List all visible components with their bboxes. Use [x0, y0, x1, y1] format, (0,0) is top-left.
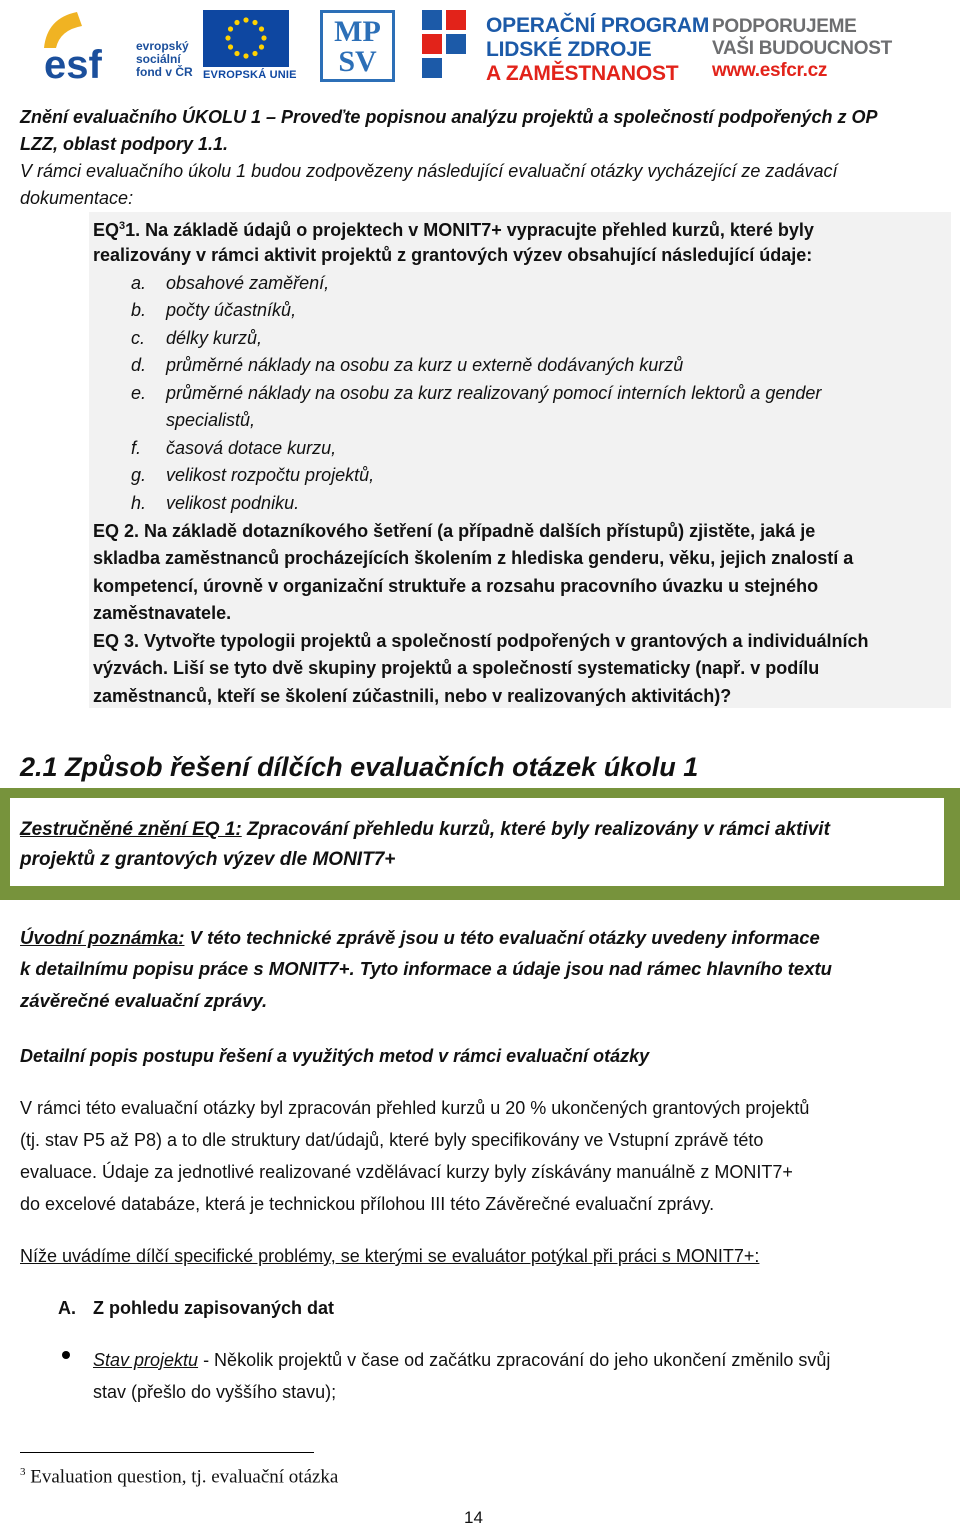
summary-label: Zestručněné znění EQ 1:	[20, 819, 242, 840]
list-item: c. délky kurzů,	[131, 328, 263, 348]
bullet-term: Stav projektu	[93, 1350, 199, 1370]
bullet-line2: stav (přešlo do vyššího stavu);	[93, 1382, 337, 1402]
summary-box	[0, 788, 960, 900]
intro-note-label: Úvodní poznámka:	[20, 927, 185, 948]
footnote-divider	[20, 1452, 314, 1453]
subsection-label: A.	[58, 1298, 76, 1318]
eq1-line1: $EQ^31$. Na základě údajů o projektech v MONIT7+ vypracujte přehled kurzů, které byly	[93, 220, 814, 240]
method-para-line2: (tj. stav P5 až P8) a to dle struktury dat/údajů, které byly specifikovány ve Vstupní zprávě této	[20, 1130, 764, 1150]
task-intro-line2: dokumentace:	[20, 188, 134, 208]
task-title-line2: LZZ, oblast podpory 1.1.	[20, 134, 229, 154]
eq2-line4: zaměstnavatele.	[93, 603, 232, 623]
list-item: d. průměrné náklady na osobu za kurz u externě dodávaných kurzů	[131, 355, 684, 375]
eq3-line2: výzvách. Liší se tyto dvě skupiny projektů a společností systematicky (např. v podílu	[93, 658, 820, 678]
op-program-text: OPERAČNÍ PROGRAM LIDSKÉ ZDROJE A ZAMĚSTNANOST	[486, 14, 710, 85]
eu-flag-icon	[203, 10, 289, 67]
esf-logo	[42, 8, 127, 82]
list-item: b. počty účastníků,	[131, 300, 297, 320]
list-item: h. velikost podniku.	[131, 493, 300, 513]
task-title-line1: Znění evaluačního ÚKOLU 1 – Proveďte popisnou analýzu projektů a společností podpořených z OP	[20, 107, 878, 127]
list-item: a. obsahové zaměření,	[131, 273, 330, 293]
list-item-continuation: specialistů,	[166, 410, 256, 430]
support-url: www.esfcr.cz	[712, 60, 828, 81]
list-item: e. průměrné náklady na osobu za kurz realizovaný pomocí interních lektorů a gender	[131, 383, 822, 403]
list-item: f. časová dotace kurzu,	[131, 438, 337, 458]
support-text: PODPORUJEME VAŠI BUDOUCNOST www.esfcr.cz	[712, 16, 892, 81]
eq2-line1: EQ 2. Na základě dotazníkového šetření (a případně dalších přístupů) zjistěte, jaká je	[93, 521, 816, 541]
eu-text: EVROPSKÁ UNIE	[203, 69, 297, 81]
eq1-line2: realizovány v rámci aktivit projektů z grantových výzev obsahující následující údaje:	[93, 245, 813, 265]
section-heading: 2.1 Způsob řešení dílčích evaluačních otázek úkolu 1	[20, 752, 699, 782]
eq3-line3: zaměstnanců, kteří se školení zúčastnili, nebo v realizovaných aktivitách)?	[93, 686, 732, 706]
op-mark-icon	[422, 10, 472, 82]
method-para-line1: V rámci této evaluační otázky byl zpracován přehled kurzů u 20 % ukončených grantových projektů	[20, 1098, 810, 1118]
eq2-line3: kompetencí, úrovně v organizační struktuře a rozsahu pracovního úvazku u stejného	[93, 576, 819, 596]
method-para-line3: evaluace. Údaje za jednotlivé realizované vzdělávací kurzy byly získávány manuálně z MONIT7+	[20, 1162, 793, 1182]
summary-line2: projektů z grantových výzev dle MONIT7+	[20, 849, 396, 870]
page-number: 14	[464, 1508, 483, 1527]
eq3-line1: EQ 3. Vytvořte typologii projektů a společností podpořených v grantových a individuálních	[93, 631, 869, 651]
svg-text:esf: esf	[44, 43, 102, 82]
header-logos	[0, 0, 960, 95]
esf-text: evropský sociální fond v ČR	[136, 39, 193, 79]
summary-line1: Zestručněné znění EQ 1: Zpracování přehledu kurzů, které byly realizovány v rámci aktivit	[20, 819, 830, 840]
method-para-line4: do excelové databáze, která je technickou přílohou III této Závěrečné evaluační zprávy.	[20, 1194, 715, 1214]
intro-note-line3: závěrečné evaluační zprávy.	[20, 990, 268, 1011]
eq2-line2: skladba zaměstnanců procházejících školením z hlediska genderu, věku, jejich znalostí a	[93, 548, 854, 568]
task-intro-line1: V rámci evaluačního úkolu 1 budou zodpovězeny následující evaluační otázky vycházející ze zadávací	[20, 161, 838, 181]
method-heading: Detailní popis postupu řešení a využitých metod v rámci evaluační otázky	[20, 1046, 650, 1066]
bullet-icon	[62, 1351, 70, 1359]
problems-heading: Níže uvádíme dílčí specifické problémy, se kterými se evaluátor potýkal při práci s MONIT7+:	[20, 1246, 760, 1266]
intro-note-line2: k detailnímu popisu práce s MONIT7+. Tyto informace a údaje jsou nad rámec hlavního textu	[20, 958, 832, 979]
bullet-line1: Stav projektu - Několik projektů v čase od začátku zpracování do jeho ukončení změnilo svůj	[93, 1350, 831, 1370]
mpsv-logo: MP SV	[320, 10, 395, 82]
list-item: g. velikost rozpočtu projektů,	[131, 465, 375, 485]
footnote: $^3$ Evaluation question, tj. evaluační otázka	[20, 1466, 339, 1488]
subsection-title: Z pohledu zapisovaných dat	[93, 1298, 335, 1318]
intro-note-line1: Úvodní poznámka: V této technické zprávě jsou u této evaluační otázky uvedeny informace	[20, 927, 820, 948]
